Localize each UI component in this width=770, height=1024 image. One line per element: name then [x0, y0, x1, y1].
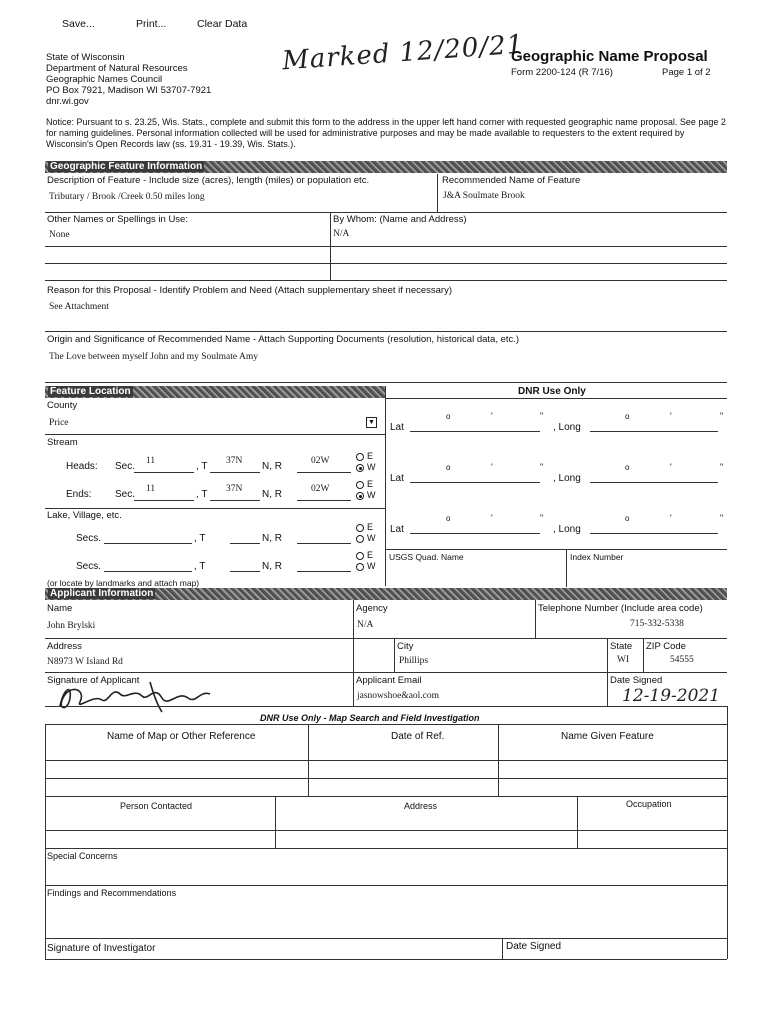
description-field[interactable]: Tributary / Brook /Creek 0.50 miles long — [49, 192, 205, 202]
city-label: City — [397, 641, 414, 652]
west-label: W — [367, 561, 376, 571]
org-line: dnr.wi.gov — [46, 96, 89, 107]
print-button[interactable]: Print... — [136, 18, 167, 30]
lake2-west-radio[interactable] — [356, 563, 364, 571]
description-label: Description of Feature - Include size (acres), length (miles) or population etc. — [47, 175, 370, 186]
heads-t-field[interactable]: 37N — [226, 456, 243, 466]
by-whom-field[interactable]: N/A — [333, 229, 350, 239]
long-label: , Long — [553, 422, 581, 433]
phone-field[interactable]: 715-332-5338 — [630, 619, 684, 629]
ends-sec-label: Sec. — [115, 489, 136, 500]
contact-address-label: Address — [404, 801, 438, 811]
date-of-ref-label: Date of Ref. — [391, 731, 445, 742]
lake2-t-label: , T — [194, 561, 206, 572]
page-number: Page 1 of 2 — [662, 67, 711, 78]
ends-t-field[interactable]: 37N — [226, 484, 243, 494]
occupation-label: Occupation — [626, 799, 672, 809]
other-names-field[interactable]: None — [49, 230, 70, 240]
reason-field[interactable]: See Attachment — [49, 302, 109, 312]
stream-label: Stream — [47, 437, 78, 448]
zip-field[interactable]: 54555 — [670, 655, 694, 665]
lake2-secs-label: Secs. — [76, 561, 102, 572]
heads-r-field[interactable]: 02W — [311, 456, 330, 466]
east-label: E — [367, 451, 374, 461]
degree-mark: o — [446, 412, 451, 421]
investigator-signature-label: Signature of Investigator — [47, 943, 156, 954]
long-label: , Long — [553, 524, 581, 535]
east-label: E — [367, 522, 374, 532]
degree-mark: o — [446, 463, 451, 472]
findings-label: Findings and Recommendations — [47, 888, 177, 898]
origin-label: Origin and Significance of Recommended Name - Attach Supporting Documents (resolution, historical data, etc.) — [47, 334, 520, 345]
lake-west-radio[interactable] — [356, 535, 364, 543]
agency-field[interactable]: N/A — [357, 620, 374, 630]
lake2-east-radio[interactable] — [356, 552, 364, 560]
date-signed-label: Date Signed — [610, 675, 663, 686]
second-mark: " — [720, 513, 724, 523]
name-given-feature-label: Name Given Feature — [561, 731, 654, 742]
west-label: W — [367, 462, 376, 472]
origin-field[interactable]: The Love between myself John and my Soulmate Amy — [49, 352, 258, 362]
minute-mark: ' — [670, 513, 672, 523]
form-number: Form 2200-124 (R 7/16) — [511, 67, 613, 78]
email-field[interactable]: jasnowshoe&aol.com — [357, 691, 440, 701]
second-mark: " — [540, 462, 544, 472]
index-number-label: Index Number — [570, 552, 624, 562]
lat-label: Lat — [390, 524, 404, 535]
by-whom-label: By Whom: (Name and Address) — [333, 214, 467, 225]
west-label: W — [367, 490, 376, 500]
agency-label: Agency — [356, 603, 388, 614]
second-mark: " — [540, 513, 544, 523]
map-reference-label: Name of Map or Other Reference — [107, 731, 256, 742]
lake-n-r-label: N, R — [262, 533, 282, 544]
reason-label: Reason for this Proposal - Identify Problem and Need (Attach supplementary sheet if necessary) — [47, 285, 453, 296]
address-label: Address — [47, 641, 82, 652]
county-field[interactable]: Price — [49, 418, 69, 428]
state-field[interactable]: WI — [617, 655, 630, 665]
lat-label: Lat — [390, 473, 404, 484]
zip-label: ZIP Code — [646, 641, 686, 652]
lake-t-label: , T — [194, 533, 206, 544]
lake-east-radio[interactable] — [356, 524, 364, 532]
handwritten-received-note: Marked 12/20/21 — [281, 29, 526, 77]
ends-east-radio[interactable] — [356, 481, 364, 489]
city-field[interactable]: Phillips — [399, 656, 429, 666]
form-title: Geographic Name Proposal — [511, 48, 708, 65]
east-label: E — [367, 550, 374, 560]
signature-label: Signature of Applicant — [47, 675, 140, 686]
degree-mark: o — [625, 514, 630, 523]
agency-address — [46, 52, 211, 107]
heads-east-radio[interactable] — [356, 453, 364, 461]
clear-data-button[interactable]: Clear Data — [197, 18, 248, 30]
degree-mark: o — [446, 514, 451, 523]
degree-mark: o — [625, 463, 630, 472]
minute-mark: ' — [491, 462, 493, 472]
ends-west-radio[interactable] — [356, 492, 364, 500]
org-line: State of Wisconsin — [46, 52, 125, 63]
ends-n-r-label: N, R — [262, 489, 282, 500]
second-mark: " — [540, 411, 544, 421]
privacy-notice: Notice: Pursuant to s. 23.25, Wis. Stats., complete and submit this form to the address in the upper left hand corner with requested geographic name proposal. See page 2 for naming guidelines. Personal information collected will be used for administrative purposes and may be made available to requesters to the extent required by Wisconsin's Open Records law (ss. 19.31 - 19.39, Wis. Stats.). — [46, 117, 726, 149]
ends-r-field[interactable]: 02W — [311, 484, 330, 494]
heads-n-r-label: N, R — [262, 461, 282, 472]
lake2-n-r-label: N, R — [262, 561, 282, 572]
phone-label: Telephone Number (Include area code) — [538, 603, 703, 614]
heads-label: Heads: — [66, 461, 98, 472]
section-header-applicant: Applicant Information — [45, 588, 727, 600]
save-button[interactable]: Save... — [62, 18, 95, 30]
degree-mark: o — [625, 412, 630, 421]
address-field[interactable]: N8973 W Island Rd — [47, 657, 123, 667]
county-label: County — [47, 400, 78, 411]
minute-mark: ' — [491, 411, 493, 421]
west-label: W — [367, 533, 376, 543]
heads-sec-label: Sec. — [115, 461, 136, 472]
lake-secs-label: Secs. — [76, 533, 102, 544]
applicant-signature-image — [50, 676, 250, 716]
ends-t-label: , T — [196, 489, 208, 500]
investigator-date-label: Date Signed — [506, 941, 562, 952]
section-header-feature-info: Geographic Feature Information — [45, 161, 727, 173]
heads-t-label: , T — [196, 461, 208, 472]
name-label: Name — [47, 603, 73, 614]
minute-mark: ' — [491, 513, 493, 523]
name-field[interactable]: John Brylski — [47, 621, 96, 631]
recommended-name-field[interactable]: J&A Soulmate Brook — [443, 191, 525, 201]
ends-label: Ends: — [66, 489, 92, 500]
date-signed-field[interactable]: 12-19-2021 — [622, 686, 721, 706]
east-label: E — [367, 479, 374, 489]
dnr-use-only-label: DNR Use Only — [518, 386, 586, 397]
email-label: Applicant Email — [356, 675, 422, 686]
recommended-name-label: Recommended Name of Feature — [442, 175, 581, 186]
second-mark: " — [720, 462, 724, 472]
lat-label: Lat — [390, 422, 404, 433]
minute-mark: ' — [670, 462, 672, 472]
usgs-quad-label: USGS Quad. Name — [389, 552, 464, 562]
chevron-down-icon: ▼ — [368, 419, 375, 426]
special-concerns-label: Special Concerns — [47, 851, 118, 861]
other-names-label: Other Names or Spellings in Use: — [47, 214, 188, 225]
minute-mark: ' — [670, 411, 672, 421]
dnr-map-search-title: DNR Use Only - Map Search and Field Investigation — [260, 713, 480, 723]
second-mark: " — [720, 411, 724, 421]
org-line: Department of Natural Resources — [46, 63, 188, 74]
org-line: Geographic Names Council — [46, 74, 163, 85]
lake-village-label: Lake, Village, etc. — [47, 510, 122, 521]
person-contacted-label: Person Contacted — [120, 801, 193, 811]
heads-west-radio[interactable] — [356, 464, 364, 472]
long-label: , Long — [553, 473, 581, 484]
heads-sec-field[interactable]: 11 — [146, 456, 156, 466]
section-header-feature-location: Feature Location — [45, 386, 385, 398]
landmarks-note: (or locate by landmarks and attach map) — [47, 578, 200, 588]
ends-sec-field[interactable]: 11 — [146, 484, 156, 494]
state-label: State — [610, 641, 633, 652]
org-line: PO Box 7921, Madison WI 53707-7921 — [46, 85, 212, 96]
county-dropdown[interactable] — [366, 417, 377, 428]
